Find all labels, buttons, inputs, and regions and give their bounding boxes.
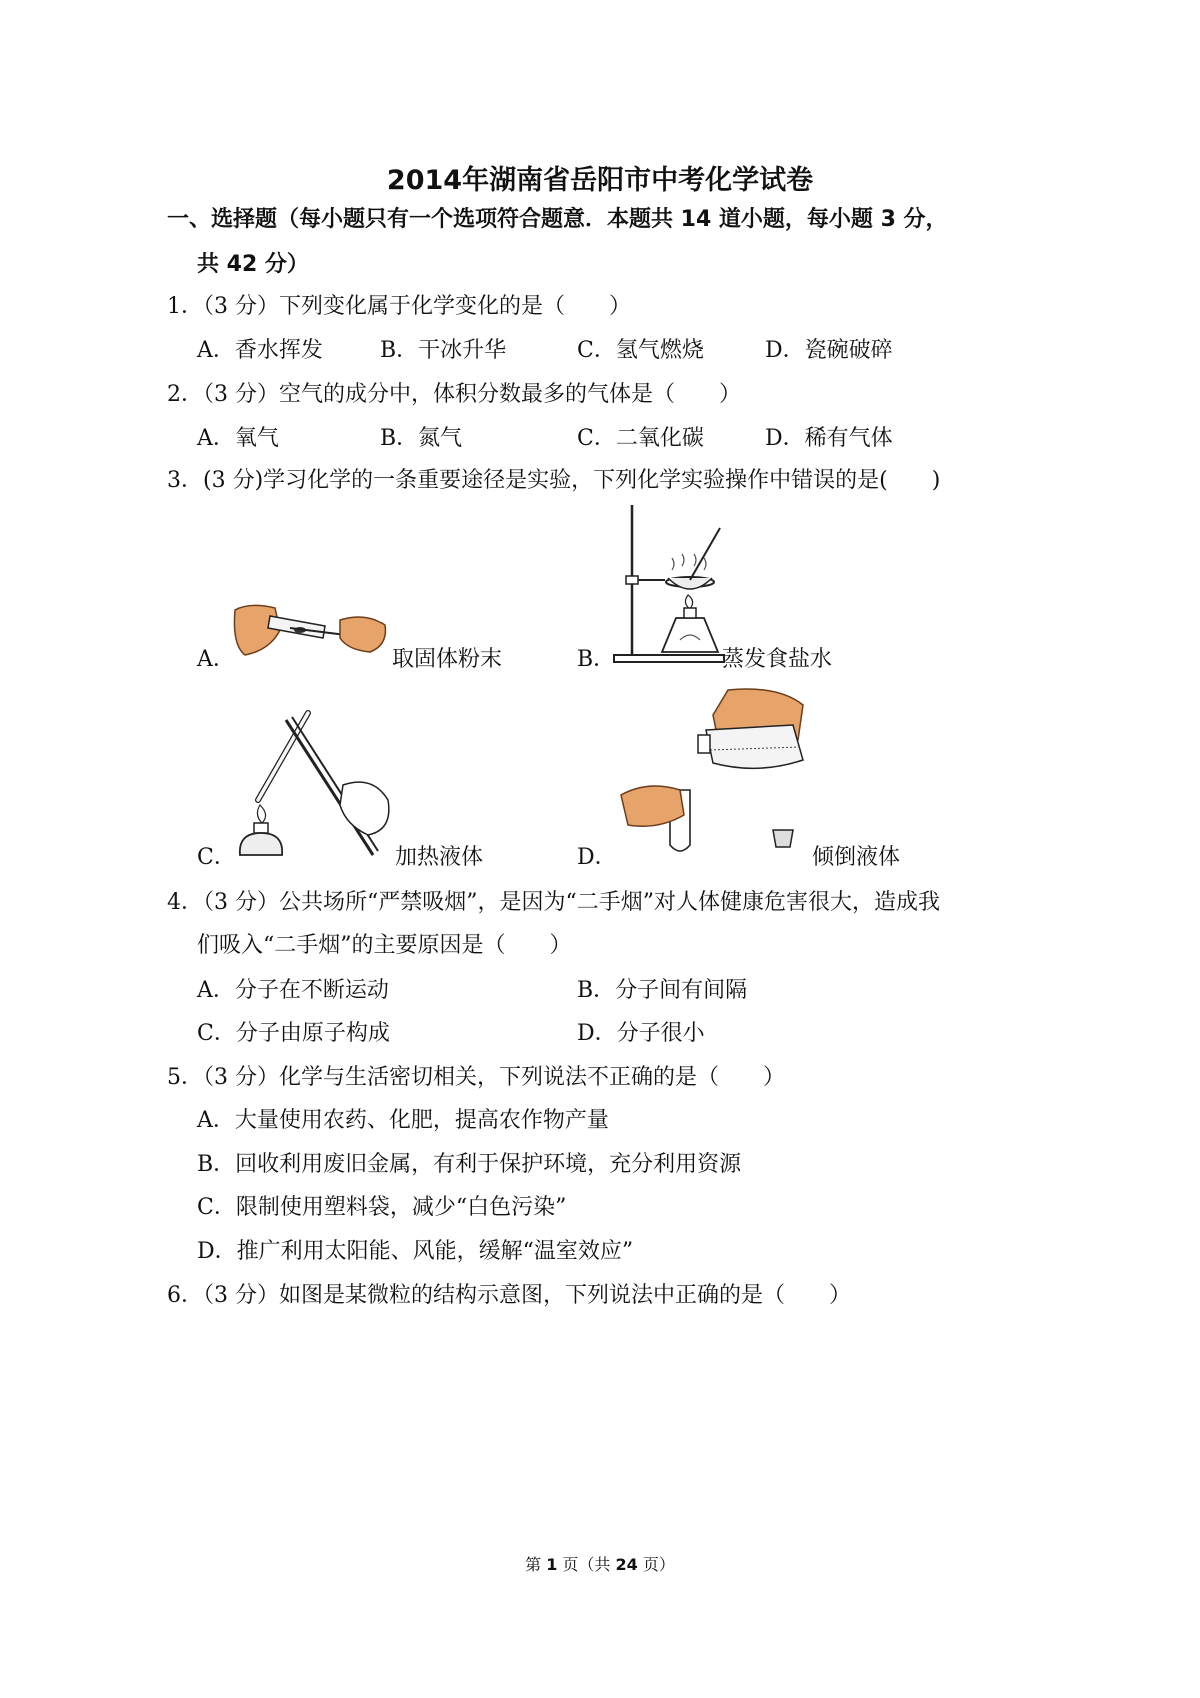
footer-suffix: 页） bbox=[642, 1555, 675, 1574]
section-heading-cont: 共 42 分） bbox=[197, 252, 309, 277]
q4-option-c: C．分子由原子构成 bbox=[197, 1021, 390, 1046]
q5-option-c: C．限制使用塑料袋，减少“白色污染” bbox=[197, 1195, 567, 1220]
question-4-stem: 4．（3 分）公共场所“严禁吸烟”，是因为“二手烟”对人体健康危害很大，造成我 bbox=[167, 890, 940, 915]
question-5-stem: 5．（3 分）化学与生活密切相关，下列说法不正确的是（ ） bbox=[167, 1065, 785, 1090]
q3-option-b-letter: B． bbox=[577, 647, 616, 672]
q3-option-a-caption: 取固体粉末 bbox=[392, 647, 503, 672]
footer-middle: 页（共 bbox=[562, 1555, 611, 1574]
q4-option-d: D．分子很小 bbox=[577, 1021, 705, 1046]
test-tube-powder-image bbox=[230, 600, 390, 665]
q3-option-d-caption: 倾倒液体 bbox=[812, 845, 901, 870]
q5-option-a: A．大量使用农药、化肥，提高农作物产量 bbox=[197, 1108, 609, 1133]
q1-option-d: D．瓷碗破碎 bbox=[765, 338, 893, 363]
footer-total-pages: 24 bbox=[615, 1555, 638, 1574]
heating-test-tube-image bbox=[228, 705, 398, 865]
page-title: 2014年湖南省岳阳市中考化学试卷 bbox=[386, 165, 814, 196]
q5-option-d: D．推广利用太阳能、风能，缓解“温室效应” bbox=[197, 1239, 634, 1264]
q2-option-d: D．稀有气体 bbox=[765, 426, 893, 451]
page-footer bbox=[0, 1552, 1200, 1575]
q5-option-b: B．回收利用废旧金属，有利于保护环境，充分利用资源 bbox=[197, 1152, 742, 1177]
pouring-liquid-image bbox=[618, 685, 823, 860]
q2-option-b: B．氮气 bbox=[380, 426, 463, 451]
q2-option-c: C．二氧化碳 bbox=[577, 426, 704, 451]
q1-option-c: C．氢气燃烧 bbox=[577, 338, 704, 363]
question-6-stem: 6．（3 分）如图是某微粒的结构示意图，下列说法中正确的是（ ） bbox=[167, 1283, 851, 1308]
footer-page-number: 1 bbox=[546, 1555, 558, 1574]
evaporating-dish-image bbox=[610, 500, 725, 665]
q1-option-b: B．干冰升华 bbox=[380, 338, 507, 363]
q4-option-b: B．分子间有间隔 bbox=[577, 978, 748, 1003]
q3-option-d-letter: D． bbox=[577, 845, 617, 870]
question-4-stem-cont: 们吸入“二手烟”的主要原因是（ ） bbox=[197, 933, 572, 958]
q1-option-a: A．香水挥发 bbox=[197, 338, 323, 363]
question-1-stem: 1．（3 分）下列变化属于化学变化的是（ ） bbox=[167, 294, 631, 319]
q2-option-a: A．氧气 bbox=[197, 426, 279, 451]
q4-option-a: A．分子在不断运动 bbox=[197, 978, 389, 1003]
q3-option-a-letter: A． bbox=[197, 647, 235, 672]
q3-option-b-caption: 蒸发食盐水 bbox=[722, 647, 833, 672]
footer-prefix: 第 bbox=[525, 1555, 542, 1574]
q3-option-c-letter: C． bbox=[197, 845, 236, 870]
question-3-stem: 3．(3 分)学习化学的一条重要途径是实验，下列化学实验操作中错误的是( ) bbox=[167, 468, 941, 493]
q3-option-c-caption: 加热液体 bbox=[395, 845, 484, 870]
question-2-stem: 2．（3 分）空气的成分中，体积分数最多的气体是（ ） bbox=[167, 382, 741, 407]
section-heading: 一、选择题（每小题只有一个选项符合题意．本题共 14 道小题，每小题 3 分， bbox=[167, 207, 948, 232]
